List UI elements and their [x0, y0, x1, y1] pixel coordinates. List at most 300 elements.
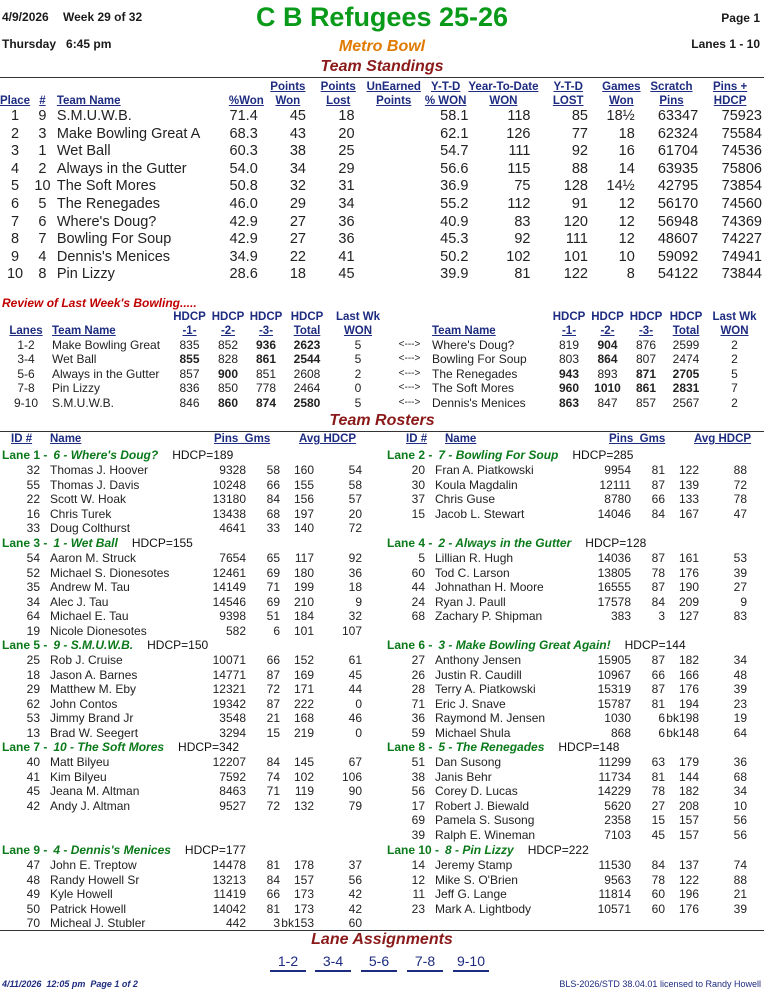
roster-player-row [10, 726, 362, 741]
standings-col-header: Place [0, 95, 31, 107]
roster-cell: Rob J. Cruise [50, 653, 123, 667]
lane-assignment-link[interactable]: 1-2 [270, 953, 306, 972]
standings-cell: 91 [571, 195, 588, 212]
standings-cell: 111 [508, 143, 531, 160]
roster-cell: Corey D. Lucas [435, 784, 518, 799]
roster-cell: 10 [733, 798, 747, 813]
standings-cell: S.M.U.W.B. [56, 108, 132, 124]
roster-player-row [10, 507, 362, 522]
roster-cell: 102 [293, 769, 314, 784]
standings-cell: 56170 [657, 195, 699, 212]
roster-cell: 127 [678, 609, 699, 624]
roster-cell: 19 [733, 711, 747, 726]
standings-cell: 12 [618, 231, 635, 248]
roster-cell: 101 [293, 623, 314, 638]
roster-cell: 11 [412, 887, 425, 902]
review-score-left: 846 [179, 395, 200, 410]
standings-cell: 68.3 [229, 125, 258, 142]
roster-cell: 15 [411, 506, 425, 521]
standings-cell: The Renegades [56, 195, 161, 212]
standings-cell: 74536 [721, 143, 762, 160]
roster-cell: 26 [411, 667, 425, 682]
roster-cell: 868 [610, 725, 631, 740]
roster-cell: 144 [678, 769, 699, 784]
roster-cell: 11299 [598, 755, 631, 769]
roster-team-name: 6 - Where's Doug? [53, 448, 159, 462]
review-score-left: 861 [255, 352, 277, 367]
roster-lane-header [387, 843, 589, 857]
roster-cell: 21 [733, 887, 747, 902]
review-vs-arrow: <---> [398, 367, 421, 379]
roster-cell: Jeremy Stamp [435, 858, 513, 872]
day-time: Thursday 6:45 pm [2, 37, 112, 51]
standings-cell: 7 [38, 231, 47, 248]
review-score-left: 874 [255, 395, 277, 410]
standings-cell: 75806 [721, 160, 762, 177]
standings-cell: 54122 [657, 266, 699, 283]
roster-player-row [10, 624, 362, 639]
standings-cell: 1 [38, 143, 47, 160]
roster-team-hdcp: HDCP=342 [178, 740, 240, 754]
roster-cell: Janis Behr [435, 769, 492, 784]
roster-cell: 63 [651, 755, 665, 769]
standings-cell: 31 [338, 178, 355, 195]
standings-cell: 45 [338, 266, 355, 283]
roster-team-name: 10 - The Soft Mores [53, 740, 165, 754]
roster-team-hdcp: HDCP=189 [172, 448, 234, 462]
roster-cell: 219 [293, 725, 314, 740]
standings-row [0, 249, 762, 267]
roster-cell: 9 [355, 594, 362, 609]
roster-cell: Dan Susong [435, 755, 502, 769]
roster-cell: 35 [26, 580, 40, 595]
roster-cell: 51 [411, 755, 425, 769]
standings-cell: 6 [10, 195, 20, 212]
roster-cell: 22 [26, 492, 40, 507]
roster-player-row [10, 492, 362, 507]
roster-player-row [395, 492, 747, 507]
roster-cell: Jeff G. Lange [435, 887, 507, 902]
review-col-header: HDCP -1- [173, 311, 206, 337]
roster-player-row [10, 784, 362, 799]
standings-cell: 9 [38, 108, 47, 124]
roster-cell: 27 [411, 653, 425, 667]
standings-cell [365, 161, 423, 179]
roster-player-row [395, 478, 747, 493]
roster-cell: Jacob L. Stewart [435, 506, 525, 521]
roster-cell: 42 [26, 798, 40, 813]
roster-cell: 199 [293, 580, 314, 595]
roster-cell: 122 [678, 872, 699, 887]
roster-player-row [395, 902, 747, 917]
roster-lane-header [387, 448, 633, 462]
roster-cell: 209 [678, 594, 699, 609]
standings-cell: 55.2 [440, 195, 469, 212]
lane-assignment-link[interactable]: 7-8 [407, 953, 443, 972]
review-won-left: 5 [354, 395, 362, 410]
review-score-right: 943 [558, 366, 580, 381]
review-vs-arrow: <---> [398, 339, 421, 350]
standings-col-header: UnEarned Points [366, 81, 421, 107]
roster-cell: 92 [348, 551, 362, 565]
standings-cell: 3 [10, 143, 20, 160]
roster-cell: 13805 [597, 565, 631, 580]
roster-cell: 17 [411, 798, 425, 813]
roster-cell: 14478 [212, 858, 246, 872]
venue-name: Metro Bowl [338, 38, 426, 55]
roster-cell: 11419 [213, 887, 246, 902]
roster-player-row [10, 902, 362, 917]
review-score-right: 904 [597, 338, 618, 352]
standings-cell: 10 [618, 248, 635, 265]
review-won-right: 7 [731, 381, 738, 396]
review-score-right: 807 [635, 352, 657, 367]
roster-cell: 40 [26, 755, 40, 769]
roster-cell: 66 [266, 653, 280, 667]
review-score-left: 2580 [293, 395, 321, 410]
roster-cell: 50 [26, 901, 40, 916]
roster-cell: 176 [678, 565, 699, 580]
roster-cell: Fran A. Piatkowski [435, 463, 534, 477]
roster-cell: John Contos [50, 696, 118, 711]
roster-cell: 81 [651, 696, 665, 711]
roster-cell: Jeana M. Altman [50, 784, 140, 799]
roster-cell: 117 [294, 551, 314, 565]
review-col-header: Last Wk WON [712, 311, 757, 337]
standings-cell: 5 [38, 195, 47, 212]
review-col-header: HDCP Total [669, 311, 703, 337]
roster-table [395, 858, 747, 916]
roster-cell: 383 [610, 609, 631, 624]
roster-cell: Ralph E. Wineman [435, 827, 536, 842]
roster-player-row [10, 595, 362, 610]
roster-col-header: Name [445, 433, 477, 445]
roster-table [10, 551, 362, 639]
review-score-right: 960 [558, 381, 580, 396]
roster-cell: Jimmy Brand Jr [50, 711, 134, 726]
roster-cell: Michael S. Dionesotes [50, 565, 170, 580]
roster-cell: Thomas J. Davis [50, 477, 140, 492]
roster-lane-number: Lane 2 - [387, 448, 433, 462]
roster-lane-number: Lane 10 - [387, 843, 440, 857]
standings-cell: 45 [289, 108, 306, 124]
roster-cell: 36 [733, 755, 747, 769]
roster-cell: Michael Shula [435, 725, 511, 740]
review-col-header: HDCP -2- [591, 311, 624, 337]
roster-cell: 69 [411, 813, 425, 828]
review-team-left: Always in the Gutter [52, 366, 160, 381]
roster-cell: 29 [26, 682, 40, 697]
review-lanes: 7-8 [17, 381, 35, 396]
roster-cell: 9 [740, 594, 747, 609]
roster-cell: 145 [293, 755, 314, 769]
roster-cell: 0 [355, 725, 362, 740]
roster-cell: 87 [651, 653, 665, 667]
standings-cell: 10 [34, 178, 51, 195]
roster-team-hdcp: HDCP=222 [527, 843, 589, 857]
roster-team-name: 3 - Make Bowling Great Again! [438, 638, 611, 652]
review-col-header: Team Name [432, 324, 496, 337]
roster-player-row [395, 507, 747, 522]
roster-cell: 79 [348, 798, 362, 813]
standings-cell: 50.8 [229, 178, 258, 195]
roster-cell: 169 [293, 667, 314, 682]
roster-cell: 16555 [597, 580, 631, 595]
roster-cell: 122 [678, 463, 699, 477]
roster-cell: Kim Bilyeu [50, 769, 107, 784]
review-row [0, 338, 762, 352]
week-label: Week 29 of 32 [63, 10, 143, 24]
roster-cell: 32 [348, 609, 362, 624]
standings-cell: 43 [289, 125, 306, 142]
standings-cell: 36 [338, 213, 355, 230]
roster-cell: 13438 [212, 506, 246, 521]
roster-cell: 20 [411, 463, 425, 477]
standings-cell [365, 196, 423, 214]
roster-cell: 21 [266, 711, 280, 726]
standings-cell: 128 [563, 178, 588, 195]
standings-row [0, 231, 762, 249]
roster-cell: 12207 [212, 755, 246, 769]
roster-cell: 160 [293, 463, 314, 477]
roster-cell: 84 [266, 755, 280, 769]
standings-cell: 75584 [721, 125, 762, 142]
standings-cell: 2 [10, 125, 20, 142]
roster-cell: 176 [678, 682, 699, 697]
roster-lane-number: Lane 8 - [387, 740, 433, 754]
standings-cell: 22 [289, 248, 306, 265]
review-header-row [0, 311, 762, 338]
roster-player-row [10, 478, 362, 493]
roster-cell: 442 [225, 916, 246, 931]
roster-cell: 34 [26, 594, 40, 609]
standings-cell: 3 [38, 125, 47, 142]
standings-cell: 115 [507, 160, 531, 177]
roster-cell: 182 [678, 784, 699, 799]
review-score-left: 778 [255, 381, 277, 396]
review-team-left: Wet Ball [52, 352, 97, 367]
roster-cell: 83 [733, 609, 747, 624]
roster-cell: 72 [266, 798, 280, 813]
roster-cell: 84 [651, 506, 665, 521]
standings-col-header: Games Won [602, 81, 641, 107]
review-row [0, 352, 762, 366]
roster-cell: 78 [651, 784, 665, 799]
roster-lane-header [387, 638, 686, 652]
roster-cell: 87 [266, 667, 280, 682]
roster-cell: 68 [266, 506, 280, 521]
roster-player-row [395, 828, 747, 843]
roster-cell: 44 [411, 580, 425, 595]
review-vs-arrow: <---> [398, 382, 421, 394]
roster-cell: 173 [293, 901, 314, 916]
roster-lane-header [2, 740, 239, 754]
roster-cell: 72 [348, 521, 362, 536]
roster-cell: 88 [733, 463, 747, 477]
roster-team-hdcp: HDCP=148 [558, 740, 620, 754]
roster-cell: Eric J. Snave [435, 696, 506, 711]
lane-assignment-link[interactable]: 5-6 [361, 953, 397, 972]
roster-cell: 48 [733, 667, 747, 682]
roster-cell: 45 [26, 784, 40, 799]
roster-player-row [395, 887, 747, 902]
roster-cell: Pamela S. Susong [435, 813, 535, 828]
roster-cell: 39 [411, 827, 425, 842]
roster-player-row [10, 668, 362, 683]
lane-assignment-link[interactable]: 3-4 [315, 953, 351, 972]
roster-cell: 15 [266, 725, 280, 740]
roster-cell: 6 [658, 711, 665, 726]
roster-cell: 84 [266, 872, 280, 887]
roster-cell: 2358 [604, 813, 631, 828]
roster-lane-number: Lane 5 - [2, 638, 48, 652]
roster-cell: 33 [26, 521, 40, 536]
roster-cell: 11734 [598, 769, 631, 784]
roster-cell: 81 [266, 858, 280, 872]
roster-player-row [10, 551, 362, 566]
review-score-right: 871 [635, 366, 657, 381]
roster-table [10, 653, 362, 741]
standings-cell: 126 [506, 125, 531, 142]
roster-cell: 14046 [597, 506, 631, 521]
standings-table [0, 80, 762, 284]
roster-table [395, 653, 747, 741]
standings-cell: 61704 [657, 143, 699, 160]
review-score-left: 851 [255, 366, 277, 381]
review-won-right: 2 [731, 395, 738, 410]
standings-cell: Bowling For Soup [56, 231, 172, 248]
roster-player-row [395, 813, 747, 828]
roster-cell: 9328 [219, 463, 246, 477]
review-score-left: 860 [217, 395, 239, 410]
standings-cell: 56.6 [440, 160, 469, 177]
roster-table [395, 551, 747, 624]
roster-lane-header [2, 843, 246, 857]
review-vs-arrow: <---> [398, 353, 421, 365]
standings-cell: 101 [563, 248, 588, 265]
standings-cell [365, 178, 423, 196]
review-row [0, 381, 762, 395]
review-team-left: S.M.U.W.B. [52, 395, 115, 410]
standings-cell: 38 [289, 143, 306, 160]
review-score-right: 864 [597, 352, 618, 367]
roster-cell: 155 [293, 477, 314, 492]
standings-cell: 28.6 [229, 266, 258, 283]
roster-cell: 88 [733, 872, 747, 887]
footer-license: BLS-2026/STD 38.04.01 licensed to Randy Howell [559, 979, 761, 989]
lanes-label: Lanes 1 - 10 [691, 37, 760, 51]
standings-cell: Dennis's Menices [56, 248, 171, 265]
roster-cell: 180 [293, 565, 314, 580]
standings-cell: 42.9 [229, 213, 258, 230]
roster-cell: 58 [266, 463, 280, 477]
roster-cell: Raymond M. Jensen [435, 711, 546, 726]
standings-cell: 63347 [657, 108, 699, 124]
roster-lane-number: Lane 6 - [387, 638, 433, 652]
standings-cell: 10 [6, 266, 24, 283]
review-score-right: 857 [635, 395, 657, 410]
roster-cell: 34 [733, 653, 747, 667]
roster-player-row [10, 799, 362, 814]
roster-cell: Randy Howell Sr [50, 872, 140, 887]
roster-cell: Scott W. Hoak [50, 492, 127, 507]
review-lanes: 9-10 [13, 395, 39, 410]
standings-cell: The Soft Mores [56, 178, 156, 195]
standings-cell: 41 [338, 248, 355, 265]
roster-team-name: 8 - Pin Lizzy [445, 843, 514, 857]
roster-cell: 56 [733, 827, 747, 842]
roster-cell: 39 [733, 565, 747, 580]
roster-lane-number: Lane 1 - [2, 448, 48, 462]
roster-cell: 34 [733, 784, 747, 799]
standings-cell: 27 [289, 213, 306, 230]
roster-cell: 87 [651, 551, 665, 565]
roster-cell: Mark A. Lightbody [435, 901, 532, 916]
standings-cell: 62.1 [440, 125, 469, 142]
roster-cell: Chris Turek [50, 506, 112, 521]
roster-col-header: Pins Gms [214, 433, 271, 445]
roster-cell: 47 [733, 506, 747, 521]
roster-player-row [395, 726, 747, 741]
roster-cell: Justin R. Caudill [435, 667, 522, 682]
standings-col-header: Points Won [270, 81, 306, 107]
standings-cell [365, 126, 423, 144]
standings-row [0, 161, 762, 179]
roster-lane-header [2, 638, 208, 652]
review-won-right: 2 [731, 338, 738, 352]
roster-player-row [395, 755, 747, 770]
standings-cell: 8 [38, 266, 47, 283]
roster-cell: 51 [266, 609, 280, 624]
roster-cell: 4641 [219, 521, 246, 536]
standings-col-header: Y-T-D % WON [424, 81, 467, 107]
review-title: Review of Last Week's Bowling..... [2, 296, 197, 310]
review-score-left: 936 [255, 338, 277, 352]
roster-cell: 81 [651, 463, 665, 477]
review-score-left: 835 [179, 338, 200, 352]
standings-cell: 48607 [657, 231, 699, 248]
roster-cell: 39 [733, 901, 747, 916]
roster-cell: 14149 [212, 580, 246, 595]
standings-cell: 18 [618, 125, 635, 142]
roster-cell: 54 [26, 551, 40, 565]
roster-cell: 8780 [604, 492, 631, 507]
review-won-right: 2 [731, 352, 738, 367]
review-team-right: Bowling For Soup [432, 352, 527, 367]
review-col-header: Last Wk WON [335, 311, 381, 337]
roster-cell: 84 [651, 594, 665, 609]
roster-cell: 15787 [597, 696, 631, 711]
roster-cell: Johnathan H. Moore [435, 580, 544, 595]
standings-cell: 5 [10, 178, 20, 195]
standings-cell: 88 [571, 160, 588, 177]
roster-cell: Aaron M. Struck [50, 551, 137, 565]
standings-row [0, 196, 762, 214]
roster-lane-header [387, 740, 619, 754]
standings-row [0, 178, 762, 196]
roster-cell: 66 [651, 667, 665, 682]
roster-cell: 16 [26, 506, 40, 521]
review-score-left: 850 [217, 381, 239, 396]
roster-player-row [10, 755, 362, 770]
roster-cell: 90 [348, 784, 362, 799]
lane-assignment-link[interactable]: 9-10 [453, 953, 489, 972]
roster-cell: 7654 [219, 551, 246, 565]
review-score-right: 847 [597, 395, 618, 410]
review-won-left: 5 [354, 338, 362, 352]
roster-cell: 19342 [212, 696, 246, 711]
roster-cell: Jason A. Barnes [50, 667, 138, 682]
